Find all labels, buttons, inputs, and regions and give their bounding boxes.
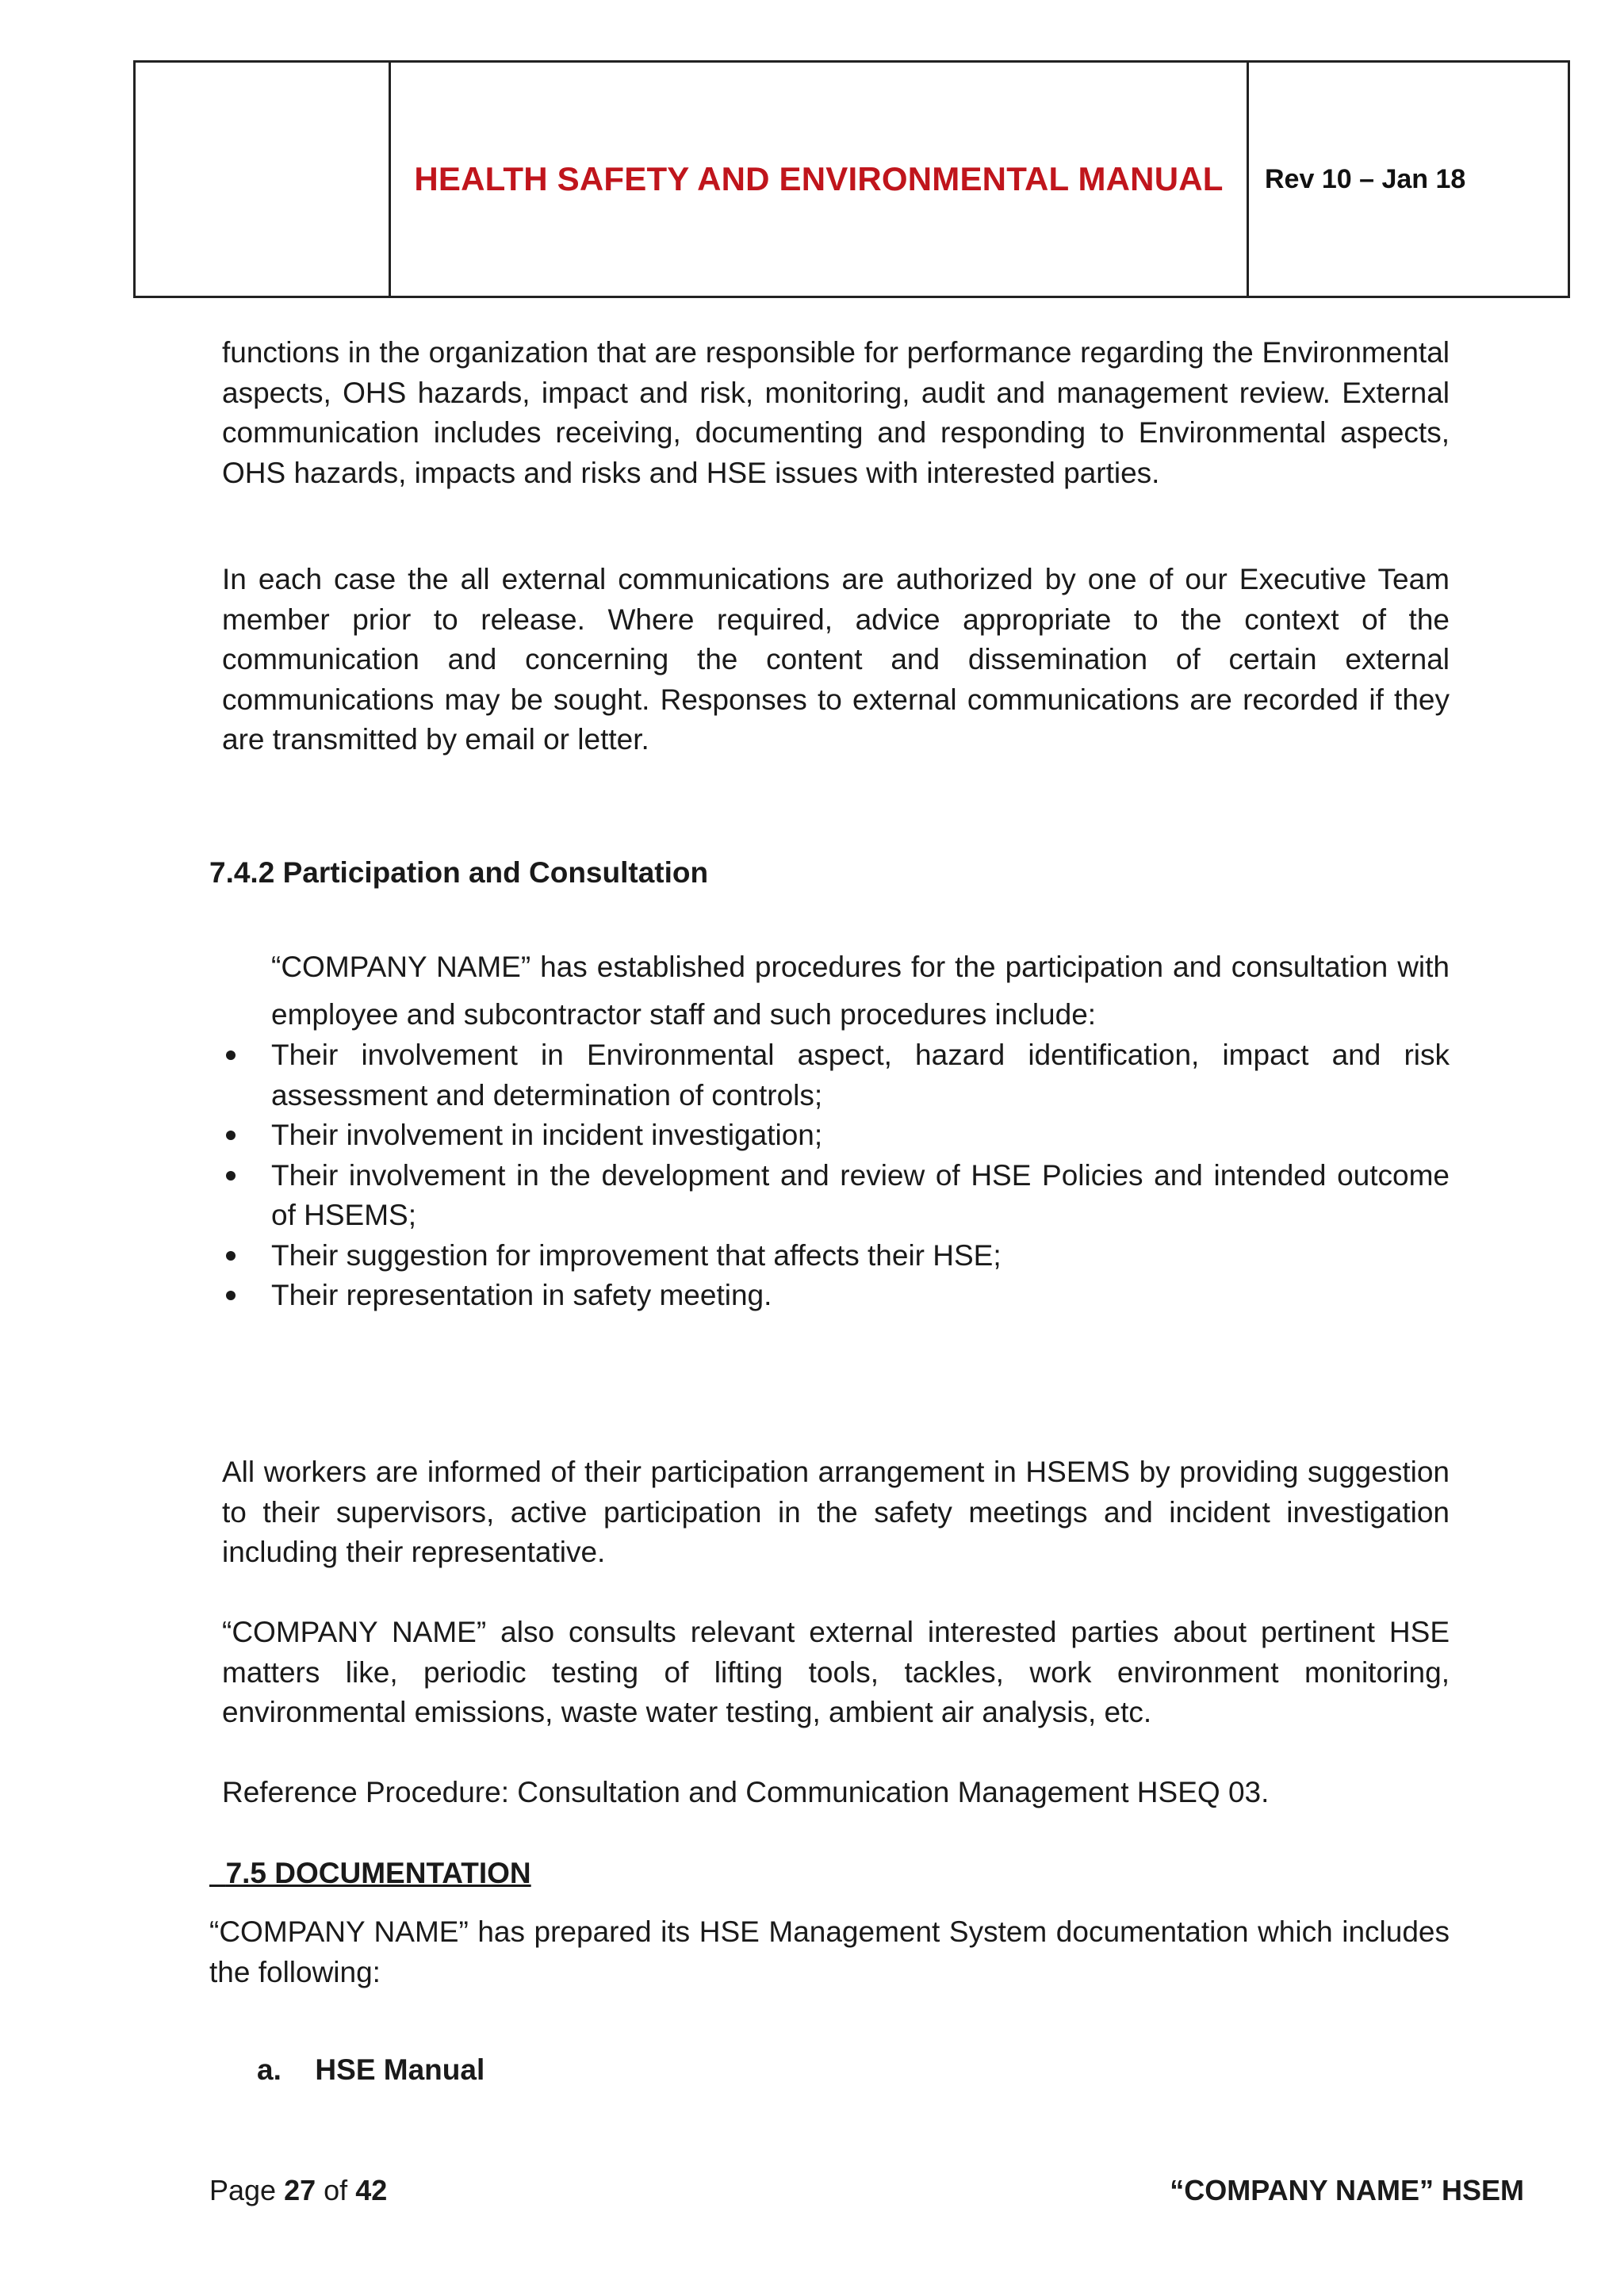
header-table	[133, 60, 1570, 298]
page-total: 42	[355, 2174, 388, 2206]
title-cell	[391, 63, 1249, 296]
paragraph-authorization: In each case the all external communications are authorized by one of our Executive Team member prior to release. Where required, advice appropriate to the context of the communication and concerning the content and dissemination of certain external communications may be sought. Responses to external communications are recorded if they are transmitted by email or letter.	[222, 563, 1450, 756]
paragraph-documentation-intro: “COMPANY NAME” has prepared its HSE Management System documentation which includes the following:	[209, 1915, 1450, 1988]
item-label: HSE Manual	[315, 2053, 485, 2086]
list-item: Their representation in safety meeting.	[222, 1276, 1450, 1316]
list-item: Their involvement in incident investigation;	[222, 1115, 1450, 1156]
manual-title: HEALTH SAFETY AND ENVIRONMENTAL MANUAL	[414, 160, 1224, 197]
list-item: Their involvement in the development and review of HSE Policies and intended outcome of HSEMS;	[222, 1156, 1450, 1236]
section-heading-7-5	[209, 1854, 531, 1894]
of-word: of	[324, 2174, 348, 2206]
list-item: Their involvement in Environmental aspect, hazard identification, impact and risk assessment and determination of controls;	[222, 1035, 1450, 1115]
revision-label: Rev 10 – Jan 18	[1265, 163, 1466, 194]
reference-procedure: Reference Procedure: Consultation and Communication Management HSEQ 03.	[222, 1776, 1270, 1808]
documentation-item-a	[257, 2050, 485, 2091]
revision-cell	[1249, 63, 1568, 296]
section-heading-7-5-text: 7.5 DOCUMENTATION	[225, 1857, 531, 1889]
page-number	[209, 2174, 387, 2207]
document-code: “COMPANY NAME” HSEM	[1170, 2174, 1524, 2206]
paragraph-external-consultation: “COMPANY NAME” also consults relevant external interested parties about pertinent HSE matters like, periodic testing of lifting tools, tackles, work environment monitoring, environmental emissions, waste water testing, ambient air analysis, etc.	[222, 1616, 1450, 1728]
item-marker: a.	[257, 2053, 282, 2086]
page-current: 27	[284, 2174, 316, 2206]
paragraph-workers-informed: All workers are informed of their participation arrangement in HSEMS by providing suggestion to their supervisors, active participation in the safety meetings and incident investigation including their representative.	[222, 1456, 1450, 1568]
section-heading-7-4-2: 7.4.2 Participation and Consultation	[209, 856, 709, 889]
logo-cell	[136, 63, 391, 296]
list-item: Their suggestion for improvement that affects their HSE;	[222, 1236, 1450, 1276]
page-word: Page	[209, 2174, 277, 2206]
paragraph-participation-intro: “COMPANY NAME” has established procedures for the participation and consultation with employee and subcontractor staff and such procedures include:	[271, 951, 1450, 1031]
participation-list	[222, 1035, 1450, 1316]
paragraph-external-communication: functions in the organization that are responsible for performance regarding the Environmental aspects, OHS hazards, impact and risk, monitoring, audit and management review. External communication includes receiving, documenting and responding to Environmental aspects, OHS hazards, impacts and risks and HSE issues with interested parties.	[222, 336, 1450, 489]
